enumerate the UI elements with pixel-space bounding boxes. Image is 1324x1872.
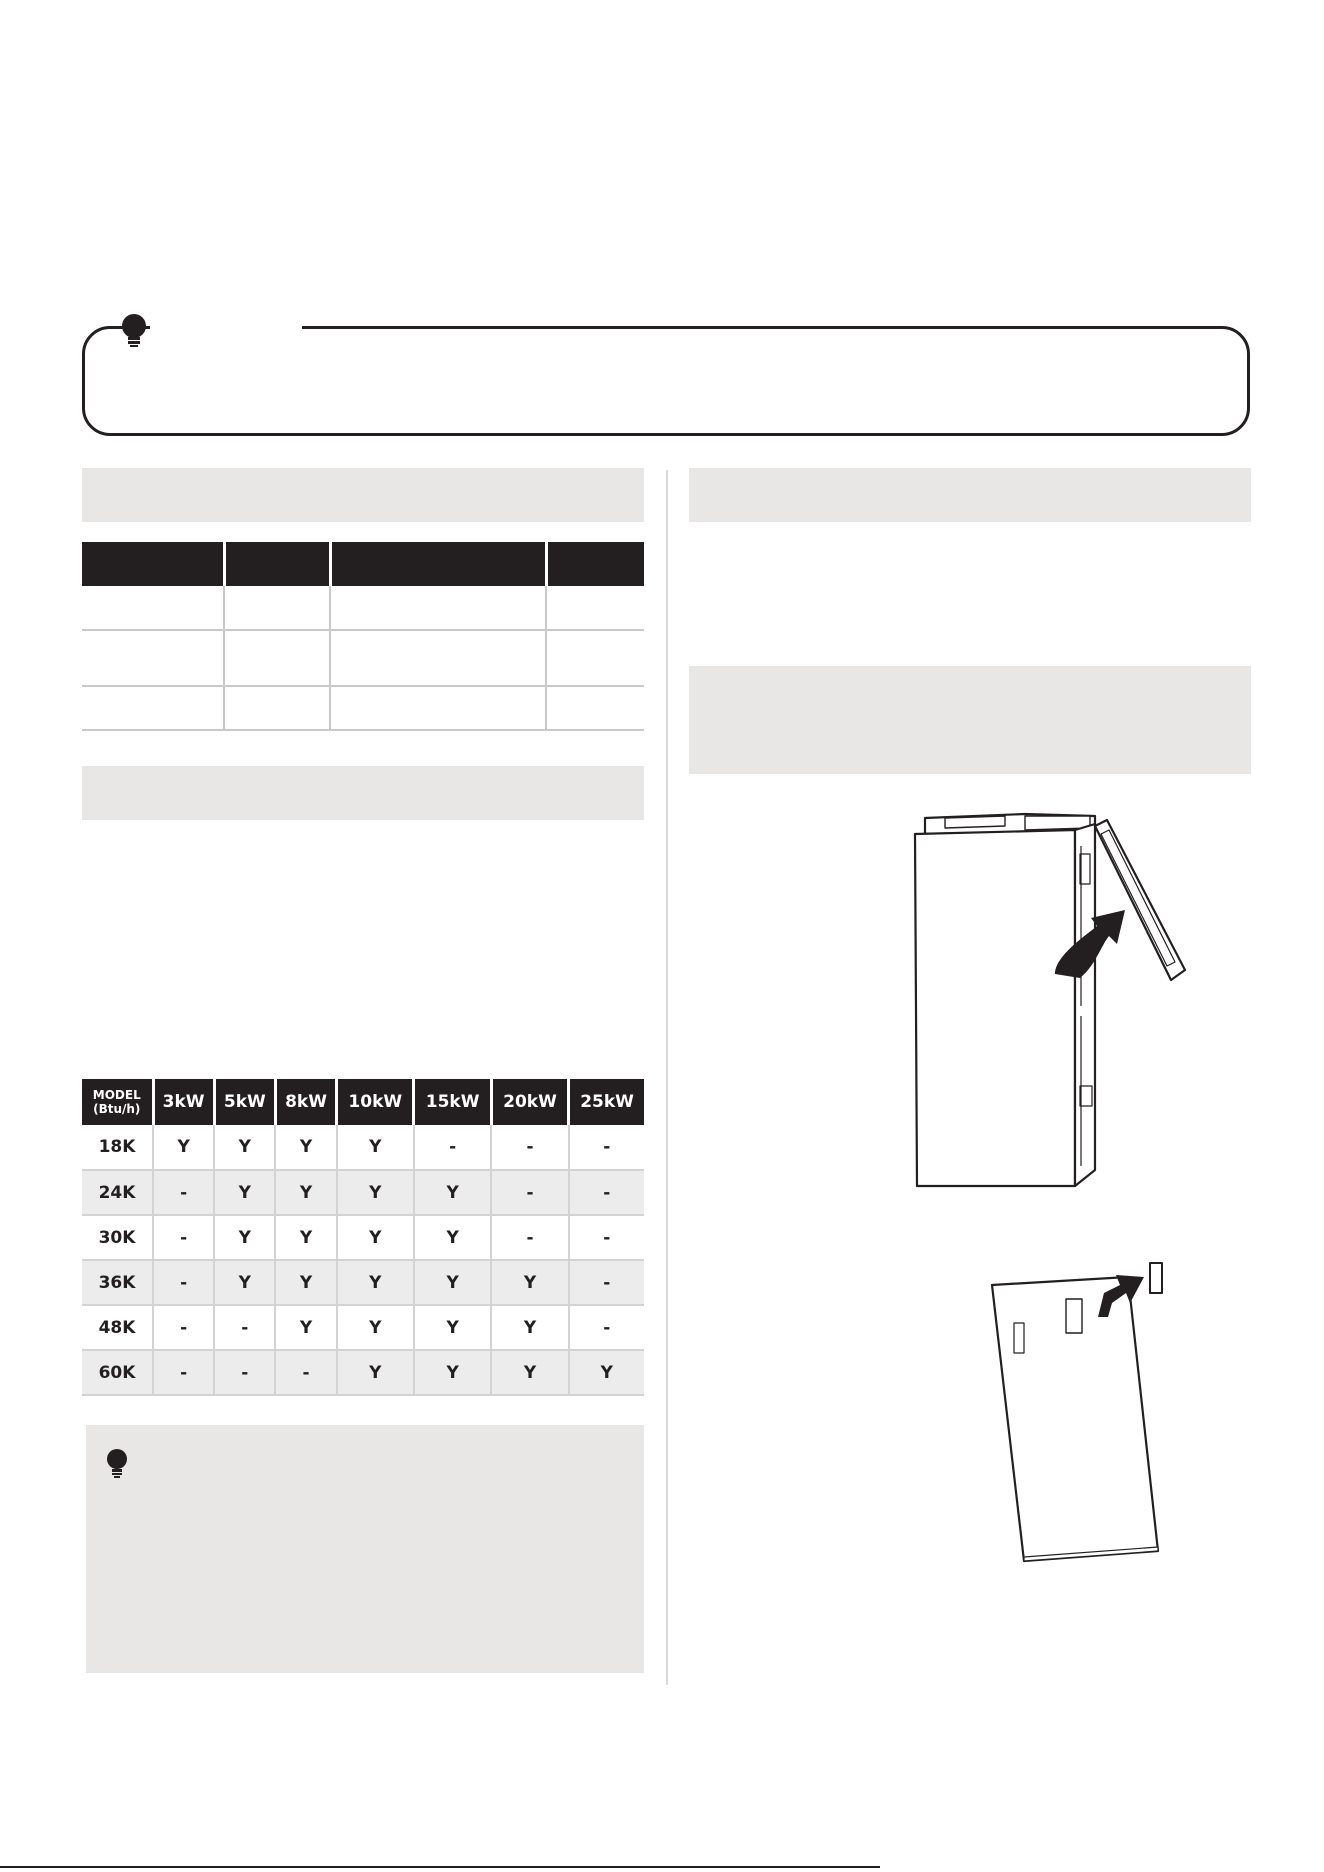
- compat-cell: -: [214, 1305, 275, 1350]
- footer-marks: [882, 1864, 1002, 1872]
- unit-panel-open-illustration: [905, 806, 1205, 1194]
- compat-cell: -: [569, 1170, 644, 1215]
- compat-cell: Y: [491, 1350, 568, 1395]
- compat-cell: Y: [337, 1170, 414, 1215]
- footer-rule: [0, 1866, 880, 1868]
- compat-cell: Y: [491, 1260, 568, 1305]
- compat-cell: -: [153, 1260, 214, 1305]
- model-cell: 36K: [82, 1260, 153, 1305]
- spec-table-cell: [82, 586, 224, 630]
- compat-cell: -: [153, 1305, 214, 1350]
- capacity-column-header: 10kW: [337, 1079, 414, 1125]
- model-table-header: [82, 1079, 644, 1125]
- model-header-line1: MODEL: [92, 1088, 141, 1102]
- table-row: [82, 1125, 644, 1170]
- compat-cell: Y: [337, 1125, 414, 1170]
- compat-cell: Y: [337, 1350, 414, 1395]
- spec-table-row: [82, 630, 644, 686]
- column-divider: [666, 470, 668, 1685]
- spec-table-cell: [546, 586, 644, 630]
- model-compatibility-table: [82, 1079, 644, 1396]
- spec-table-cell: [546, 630, 644, 686]
- compat-cell: Y: [275, 1260, 336, 1305]
- note-box-gap: [150, 318, 302, 336]
- table-row: [82, 1350, 644, 1395]
- model-column-header: [82, 1079, 153, 1125]
- spec-table-header: [82, 542, 644, 586]
- model-cell: 18K: [82, 1125, 153, 1170]
- compat-cell: Y: [414, 1350, 491, 1395]
- model-cell: 24K: [82, 1170, 153, 1215]
- spec-table-cell: [546, 686, 644, 730]
- capacity-column-header: 20kW: [491, 1079, 568, 1125]
- panel-insert-illustration: [980, 1255, 1180, 1565]
- capacity-column-header: 8kW: [275, 1079, 336, 1125]
- spec-table: [82, 542, 644, 731]
- compat-cell: Y: [214, 1215, 275, 1260]
- compat-cell: Y: [414, 1260, 491, 1305]
- lightbulb-icon: [104, 1448, 130, 1478]
- spec-table-header-cell: [546, 542, 644, 586]
- lightbulb-icon: [118, 312, 150, 348]
- section-header-band-2: [82, 766, 644, 820]
- compat-cell: Y: [275, 1125, 336, 1170]
- compat-cell: Y: [414, 1170, 491, 1215]
- compat-cell: Y: [214, 1170, 275, 1215]
- compat-cell: -: [153, 1350, 214, 1395]
- spec-table-cell: [330, 686, 546, 730]
- compat-cell: Y: [214, 1260, 275, 1305]
- compat-cell: Y: [414, 1215, 491, 1260]
- model-header-line2: (Btu/h): [93, 1102, 141, 1116]
- compat-cell: -: [414, 1125, 491, 1170]
- compat-cell: -: [491, 1215, 568, 1260]
- table-row: [82, 1170, 644, 1215]
- note-box: [82, 326, 1250, 436]
- spec-table-row: [82, 686, 644, 730]
- compat-cell: Y: [275, 1170, 336, 1215]
- compat-cell: Y: [337, 1215, 414, 1260]
- compat-cell: -: [569, 1305, 644, 1350]
- spec-table-cell: [82, 630, 224, 686]
- spec-table-row: [82, 586, 644, 630]
- spec-table-cell: [82, 686, 224, 730]
- model-cell: 60K: [82, 1350, 153, 1395]
- capacity-column-header: 5kW: [214, 1079, 275, 1125]
- model-cell: 48K: [82, 1305, 153, 1350]
- capacity-column-header: 15kW: [414, 1079, 491, 1125]
- compat-cell: -: [153, 1215, 214, 1260]
- compat-cell: Y: [491, 1305, 568, 1350]
- spec-table-cell: [224, 686, 330, 730]
- compat-cell: Y: [414, 1305, 491, 1350]
- compat-cell: Y: [275, 1305, 336, 1350]
- compat-cell: Y: [153, 1125, 214, 1170]
- model-cell: 30K: [82, 1215, 153, 1260]
- spec-table-cell: [224, 630, 330, 686]
- compat-cell: -: [153, 1170, 214, 1215]
- compat-cell: -: [491, 1125, 568, 1170]
- compat-cell: -: [569, 1215, 644, 1260]
- compat-cell: Y: [214, 1125, 275, 1170]
- section-header-band-1: [82, 468, 644, 522]
- compat-cell: Y: [275, 1215, 336, 1260]
- table-row: [82, 1260, 644, 1305]
- compat-cell: Y: [569, 1350, 644, 1395]
- compat-cell: -: [569, 1260, 644, 1305]
- spec-table-cell: [330, 630, 546, 686]
- section-header-band-4: [689, 666, 1251, 774]
- table-row: [82, 1215, 644, 1260]
- spec-table-header-cell: [330, 542, 546, 586]
- spec-table-cell: [330, 586, 546, 630]
- spec-table-header-cell: [224, 542, 330, 586]
- spec-table-header-cell: [82, 542, 224, 586]
- compat-cell: -: [214, 1350, 275, 1395]
- section-header-band-3: [689, 468, 1251, 522]
- compat-cell: -: [569, 1125, 644, 1170]
- table-row: [82, 1305, 644, 1350]
- capacity-column-header: 3kW: [153, 1079, 214, 1125]
- compat-cell: -: [275, 1350, 336, 1395]
- compat-cell: -: [491, 1170, 568, 1215]
- compat-cell: Y: [337, 1260, 414, 1305]
- capacity-column-header: 25kW: [569, 1079, 644, 1125]
- compat-cell: Y: [337, 1305, 414, 1350]
- note-panel: [86, 1425, 644, 1673]
- spec-table-cell: [224, 586, 330, 630]
